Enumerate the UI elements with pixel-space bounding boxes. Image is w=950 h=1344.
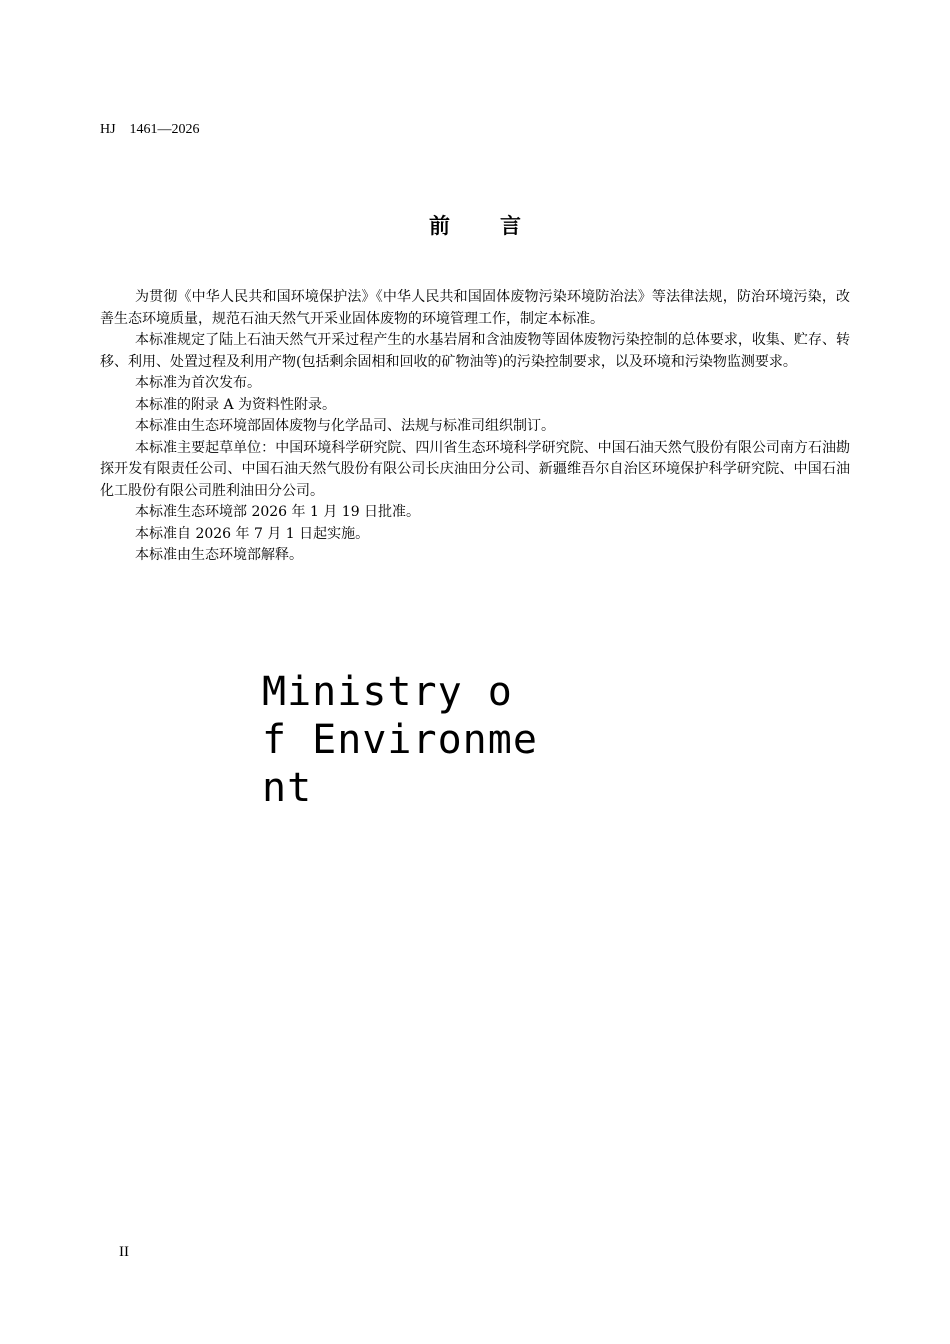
title-char-1: 前	[429, 214, 450, 238]
paragraph-approval-date: 本标准生态环境部 2026 年 1 月 19 日批准。	[135, 504, 421, 520]
paragraph-organizer: 本标准由生态环境部固体废物与化学品司、法规与标准司组织制订。	[135, 418, 555, 434]
paragraph-scope: 本标准规定了陆上石油天然气开采过程产生的水基岩屑和含油废物等固体废物污染控制的总体要求，收集、贮存、转移、利用、处置过程及利用产物(包括剩余固相和回收的矿物油等)的污染控制要求，以及环境和污染物监测要求。	[100, 332, 850, 370]
watermark-text: Ministry o f Environment	[262, 669, 538, 811]
foreword-body	[100, 287, 850, 567]
paragraph-interpretation: 本标准由生态环境部解释。	[135, 547, 303, 563]
paragraph-appendix: 本标准的附录 A 为资料性附录。	[135, 396, 337, 413]
paragraph-purpose: 为贯彻《中华人民共和国环境保护法》《中华人民共和国固体废物污染环境防治法》等法律法规，防治环境污染，改善生态环境质量，规范石油天然气开采业固体废物的环境管理工作，制定本标准。	[100, 289, 850, 327]
page-title	[0, 212, 950, 240]
paragraph-drafting-units: 本标准主要起草单位：中国环境科学研究院、四川省生态环境科学研究院、中国石油天然气股份有限公司南方石油勘探开发有限责任公司、中国石油天然气股份有限公司长庆油田分公司、新疆维吾尔自治区环境保护科学研究院、中国石油化工股份有限公司胜利油田分公司。	[100, 439, 850, 499]
title-char-2: 言	[500, 214, 521, 238]
paragraph-first-release: 本标准为首次发布。	[135, 375, 261, 391]
page-number: II	[119, 1244, 129, 1260]
paragraph-effective-date: 本标准自 2026 年 7 月 1 日起实施。	[135, 525, 370, 542]
standard-code: HJ 1461—2026	[100, 122, 200, 137]
